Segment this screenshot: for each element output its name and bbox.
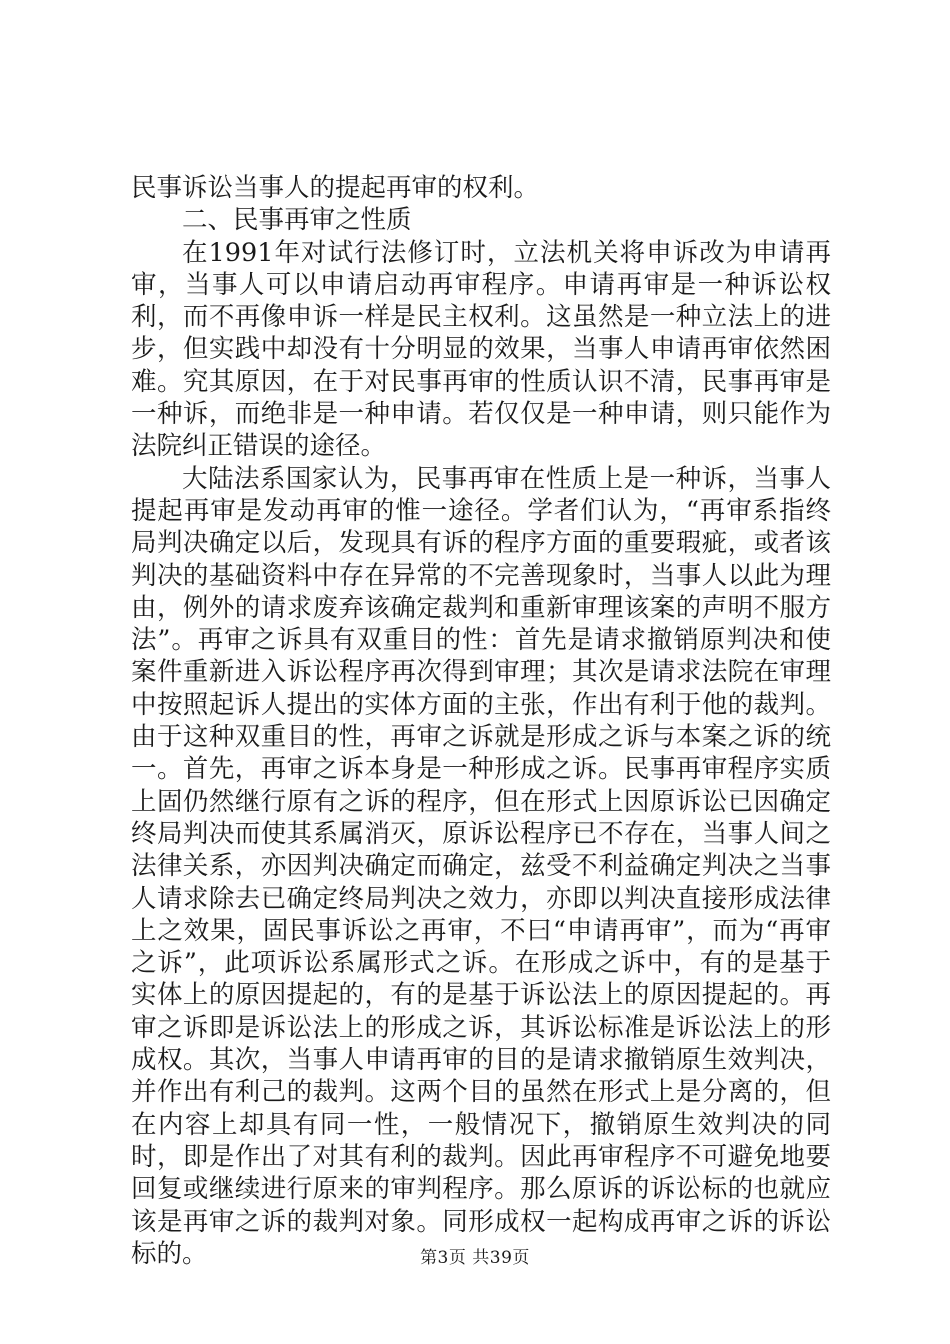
document-body: [131, 172, 831, 1270]
paragraph: 在1991年对试行法修订时，立法机关将申诉改为申请再审，当事人可以申请启动再审程序。申请再审是一种诉讼权利，而不再像申诉一样是民主权利。这虽然是一种立法上的进步，但实践中却没有十分明显的效果，当事人申请再审依然困难。究其原因，在于对民事再审的性质认识不清，民事再审是一种诉，而绝非是一种申请。若仅仅是一种申请，则只能作为法院纠正错误的途径。: [131, 237, 831, 462]
paragraph: 大陆法系国家认为，民事再审在性质上是一种诉，当事人提起再审是发动再审的惟一途径。学者们认为，“再审系指终局判决确定以后，发现具有诉的程序方面的重要瑕疵，或者该判决的基础资料中存在异常的不完善现象时，当事人以此为理由，例外的请求废弃该确定裁判和重新审理该案的声明不服方法”。再审之诉具有双重目的性：首先是请求撤销原判决和使案件重新进入诉讼程序再次得到审理；其次是请求法院在审理中按照起诉人提出的实体方面的主张，作出有利于他的裁判。由于这种双重目的性，再审之诉就是形成之诉与本案之诉的统一。首先，再审之诉本身是一种形成之诉。民事再审程序实质上固仍然继行原有之诉的程序，但在形式上因原诉讼已因确定终局判决而使其系属消灭，原诉讼程序已不存在，当事人间之法律关系，亦因判决确定而确定，兹受不利益确定判决之当事人请求除去已确定终局判决之效力，亦即以判决直接形成法律上之效果，固民事诉讼之再审，不曰“申请再审”，而为“再审之诉”，此项诉讼系属形式之诉。在形成之诉中，有的是基于实体上的原因提起的，有的是基于诉讼法上的原因提起的。再审之诉即是诉讼法上的形成之诉，其诉讼标准是诉讼法上的形成权。其次，当事人申请再审的目的是请求撤销原生效判决，并作出有利己的裁判。这两个目的虽然在形式上是分离的，但在内容上却具有同一性，一般情况下，撤销原生效判决的同时，即是作出了对其有利的裁判。因此再审程序不可避免地要回复或继续进行原来的审判程序。那么原诉的诉讼标的也就应该是再审之诉的裁判对象。同形成权一起构成再审之诉的诉讼标的。: [131, 463, 831, 1269]
page-number: 第3页 共39页: [420, 1248, 530, 1268]
paragraph-continuation: 民事诉讼当事人的提起再审的权利。: [131, 173, 540, 203]
page-footer: [0, 1243, 950, 1268]
section-heading: 二、民事再审之性质: [182, 205, 412, 236]
